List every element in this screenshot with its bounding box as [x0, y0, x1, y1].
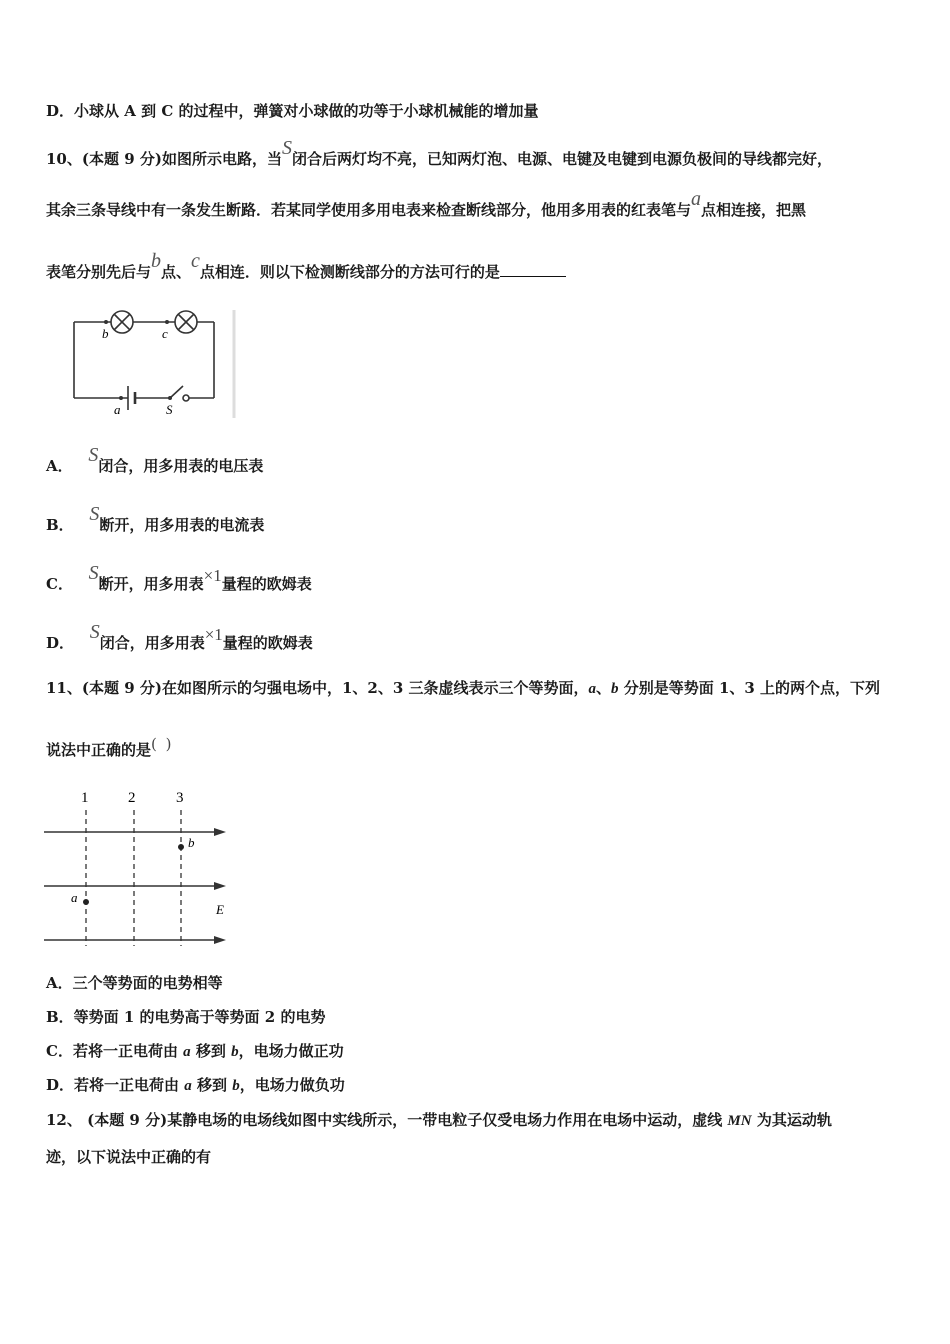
option-key: D． — [46, 634, 75, 652]
point-b: b — [232, 1078, 240, 1094]
point-a: a — [184, 1078, 192, 1094]
q10-option-d — [46, 621, 313, 653]
q10-option-b — [46, 503, 265, 535]
trajectory-mn: MN — [727, 1113, 752, 1129]
q11-separator: 、 — [596, 679, 612, 697]
option-text: ，电场力做负功 — [239, 1076, 345, 1094]
q10-score: (本题 9 分) — [81, 150, 162, 168]
switch-symbol-s: S — [88, 562, 99, 584]
q10-text-3: 其余三条导线中有一条发生断路．若某同学使用多用电表来检查断线部分，他用多用表的红表笔与 — [46, 201, 692, 219]
option-text: 移到 — [190, 1042, 232, 1060]
q10-line-2 — [46, 188, 807, 220]
q11-option-d — [46, 1075, 345, 1096]
circuit-diagram — [66, 306, 246, 422]
q12-number: 12、 — [46, 1111, 82, 1129]
option-text: 闭合，用多用表的电压表 — [98, 457, 264, 475]
option-key: C． — [46, 575, 73, 593]
option-text: 移到 — [191, 1076, 233, 1094]
q11-option-c — [46, 1041, 344, 1062]
q12-text-1: 某静电场的电场线如图中实线所示，一带电粒子仅受电场力作用在电场中运动，虚线 — [167, 1111, 728, 1129]
answer-parentheses[interactable]: ( ) — [151, 735, 174, 753]
point-a: a — [183, 1044, 191, 1060]
option-key: B． — [46, 516, 74, 534]
fig-point-b: b — [188, 835, 195, 850]
q10-text-6: 点、 — [161, 263, 192, 281]
q12-text-2: 为其运动轨 — [751, 1111, 832, 1129]
fig-label-1: 1 — [81, 790, 89, 806]
q10-text-5: 表笔分别先后与 — [46, 263, 152, 281]
option-text: D．若将一正电荷由 — [46, 1076, 185, 1094]
fig-label-3: 3 — [176, 790, 184, 806]
option-text: 断开，用多用表的电流表 — [99, 516, 265, 534]
q11-option-a: A．三个等势面的电势相等 — [46, 974, 223, 992]
switch-symbol-s: S — [281, 137, 292, 159]
q11-text-1: 在如图所示的匀强电场中，1、2、3 三条虚线表示三个等势面， — [161, 679, 589, 697]
q11-line-1 — [46, 678, 880, 699]
q10-text-1: 如图所示电路，当 — [161, 150, 282, 168]
q12-score: (本题 9 分) — [81, 1111, 168, 1129]
range-x1: ×1 — [203, 566, 222, 585]
option-text-2: 量程的欧姆表 — [221, 575, 312, 593]
answer-blank[interactable] — [500, 262, 566, 277]
option-key: A． — [46, 457, 73, 475]
switch-symbol-s: S — [88, 444, 99, 466]
point-symbol-b: b — [151, 250, 162, 272]
point-b: b — [231, 1044, 239, 1060]
q10-line-1 — [46, 137, 832, 169]
q10-number: 10、 — [46, 150, 82, 168]
option-text: 断开，用多用表 — [98, 575, 204, 593]
point-a: a — [588, 681, 596, 697]
option-text-2: 量程的欧姆表 — [222, 634, 313, 652]
fig-label-2: 2 — [128, 790, 136, 806]
q11-text-3: 分别是等势面 1、3 上的两个点，下列 — [618, 679, 881, 697]
point-b: b — [611, 681, 619, 697]
q12-line-2: 迹，以下说法中正确的有 — [46, 1148, 212, 1166]
q10-option-a — [46, 444, 264, 476]
option-text: ，电场力做正功 — [238, 1042, 344, 1060]
switch-symbol-s: S — [89, 503, 100, 525]
fig-label-s: S — [166, 402, 173, 417]
fig-label-a: a — [114, 402, 121, 417]
point-symbol-a: a — [691, 188, 702, 210]
fig-point-a: a — [71, 890, 78, 905]
electric-field-diagram — [40, 784, 240, 950]
q11-score: (本题 9 分) — [81, 679, 162, 697]
q10-text-7: 点相连．则以下检测断线部分的方法可行的是 — [199, 263, 500, 281]
q11-text-4: 说法中正确的是 — [46, 741, 152, 759]
option-text: 闭合，用多用表 — [99, 634, 205, 652]
q12-line-1 — [46, 1110, 832, 1131]
option-text: C．若将一正电荷由 — [46, 1042, 184, 1060]
q11-number: 11、 — [46, 679, 82, 697]
fig-label-b: b — [102, 326, 109, 341]
q10-text-4: 点相连接，把黑 — [701, 201, 807, 219]
fig-label-c: c — [162, 326, 168, 341]
q10-text-2: 闭合后两灯均不亮，已知两灯泡、电源、电键及电键到电源负极间的导线都完好， — [291, 150, 832, 168]
q9-option-d: D．小球从 A 到 C 的过程中，弹簧对小球做的功等于小球机械能的增加量 — [46, 102, 539, 120]
switch-symbol-s: S — [89, 621, 100, 643]
q10-line-3 — [46, 250, 566, 282]
q10-option-c — [46, 562, 312, 594]
point-symbol-c: c — [191, 250, 200, 272]
q11-line-2 — [46, 735, 174, 760]
fig-label-e: E — [216, 902, 224, 917]
q11-option-b: B．等势面 1 的电势高于等势面 2 的电势 — [46, 1008, 326, 1026]
range-x1: ×1 — [204, 625, 223, 644]
